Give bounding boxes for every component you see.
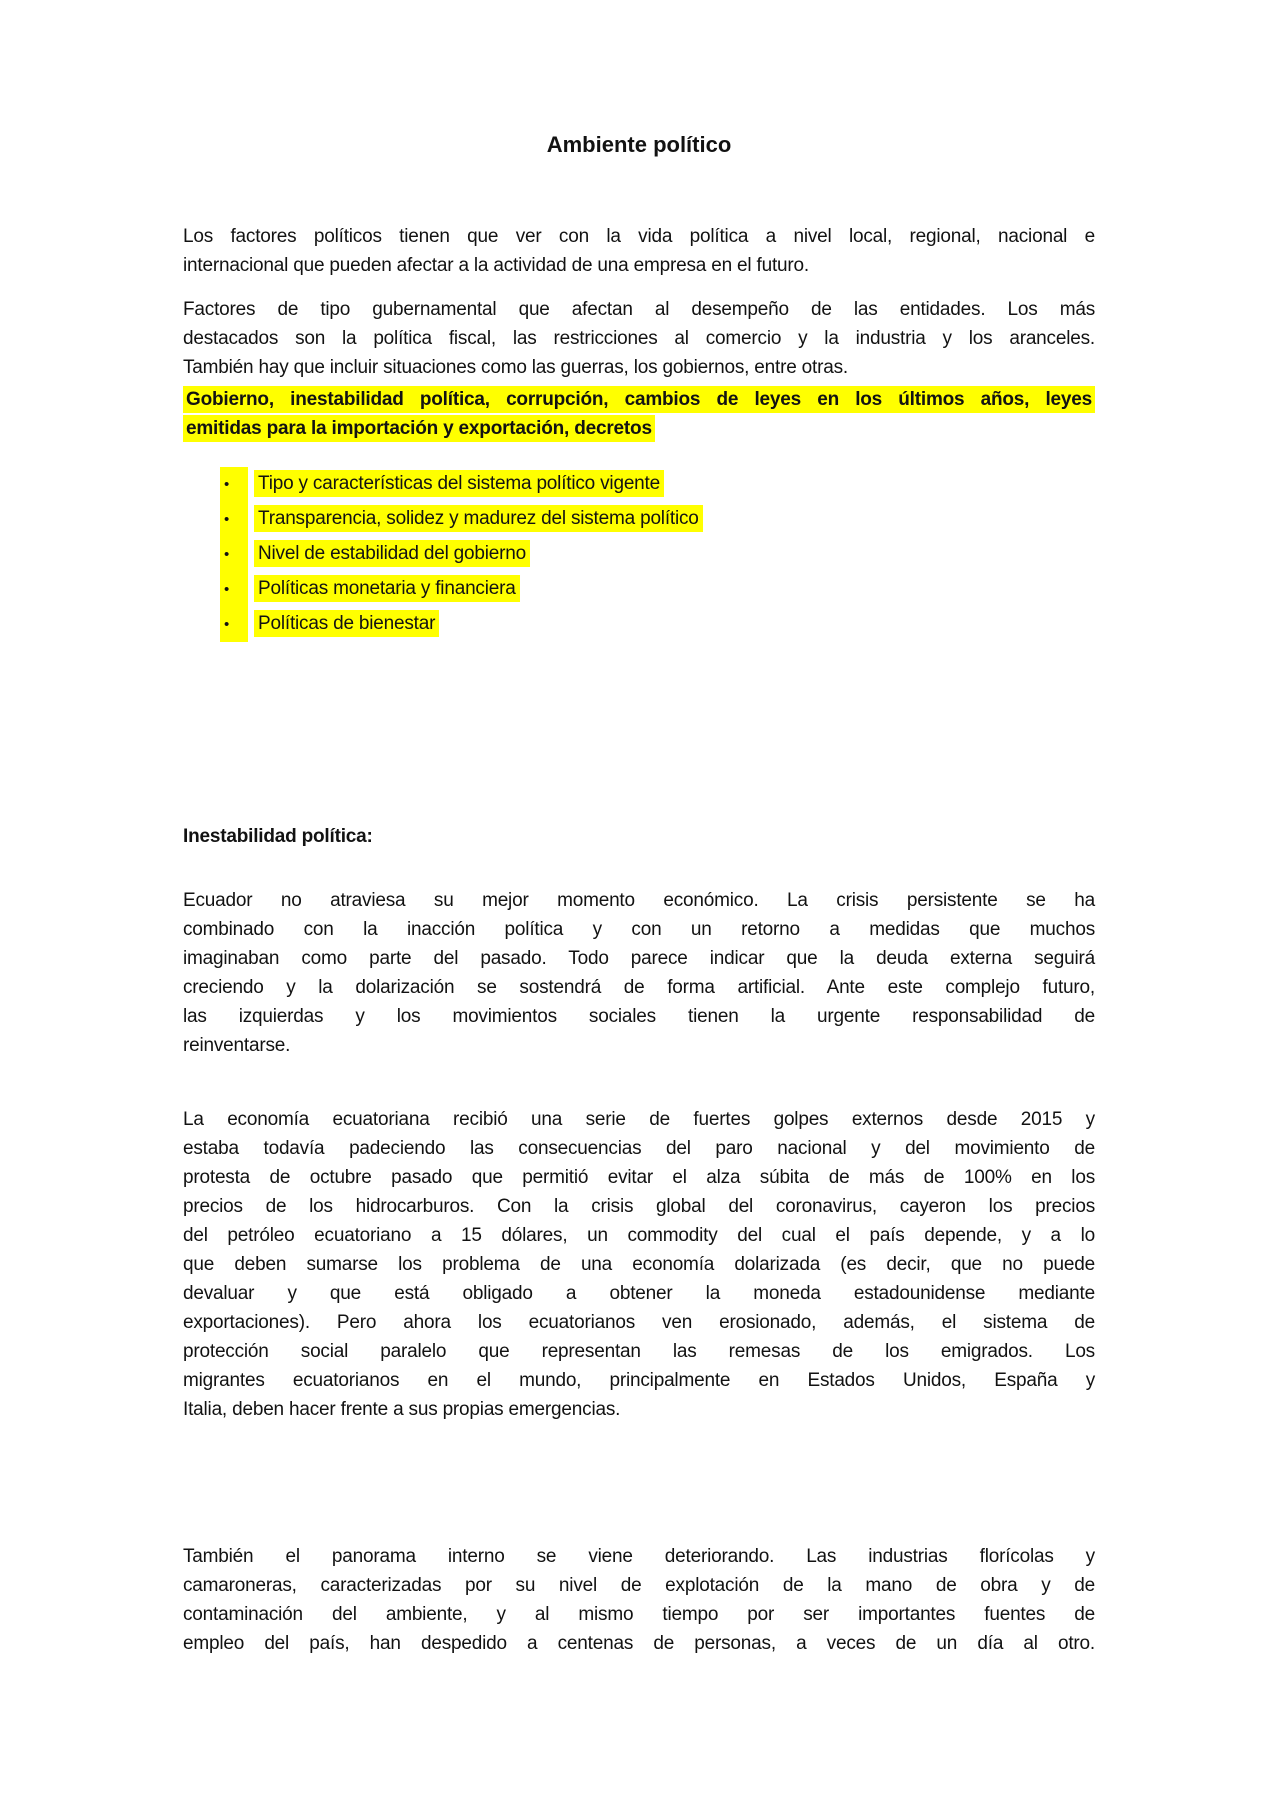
section-heading: Inestabilidad política: [183,826,373,847]
bullet-item [183,607,1095,642]
bullet-icon: • [220,537,248,572]
bullet-icon: • [220,467,248,502]
text-line: que deben sumarse los problema de una economía dolarizada (es decir, que no puede [183,1254,1095,1275]
text-line [183,385,1095,414]
bullet-item-text: Políticas de bienestar [254,610,439,637]
bullet-item [183,537,1095,572]
text-line: protección social paralelo que representan las remesas de los emigrados. Los [183,1341,1095,1362]
text-line: internacional que pueden afectar a la actividad de una empresa en el futuro. [183,255,809,276]
bullet-item [183,572,1095,607]
text-line [183,414,1095,443]
bullet-icon: • [220,572,248,607]
text-line: Italia, deben hacer frente a sus propias emergencias. [183,1399,621,1420]
text-line: También el panorama interno se viene deteriorando. Las industrias florícolas y [183,1546,1095,1567]
paragraph [183,222,1095,280]
highlighted-text: emitidas para la importación y exportación, decretos [183,415,655,442]
bullet-icon: • [220,502,248,537]
text-line: contaminación del ambiente, y al mismo tiempo por ser importantes fuentes de [183,1604,1095,1625]
text-line: destacados son la política fiscal, las restricciones al comercio y la industria y los aranceles. [183,328,1095,349]
bullet-item-text: Tipo y características del sistema político vigente [254,470,664,497]
bullet-item [183,502,1095,537]
bullet-item-text: Políticas monetaria y financiera [254,575,520,602]
text-line: reinventarse. [183,1035,291,1056]
text-line: combinado con la inacción política y con un retorno a medidas que muchos [183,919,1095,940]
text-line: empleo del país, han despedido a centenas de personas, a veces de un día al otro. [183,1633,1095,1654]
text-line: Los factores políticos tienen que ver con la vida política a nivel local, regional, nacional e [183,226,1095,247]
bullet-icon: • [220,607,248,642]
highlighted-bullet-list [183,467,1095,642]
paragraph [183,1105,1095,1424]
text-line: exportaciones). Pero ahora los ecuatorianos ven erosionado, además, el sistema de [183,1312,1095,1333]
text-line: También hay que incluir situaciones como las guerras, los gobiernos, entre otras. [183,357,848,378]
highlighted-text: Gobierno, inestabilidad política, corrupción, cambios de leyes en los últimos años, leyes [183,386,1095,413]
bullet-item-text: Transparencia, solidez y madurez del sistema político [254,505,703,532]
text-line: devaluar y que está obligado a obtener la moneda estadounidense mediante [183,1283,1095,1304]
text-line: Ecuador no atraviesa su mejor momento económico. La crisis persistente se ha [183,890,1095,911]
text-line: del petróleo ecuatoriano a 15 dólares, un commodity del cual el país depende, y a lo [183,1225,1095,1246]
text-line: camaroneras, caracterizadas por su nivel de explotación de la mano de obra y de [183,1575,1095,1596]
text-line: creciendo y la dolarización se sostendrá de forma artificial. Ante este complejo futuro, [183,977,1095,998]
paragraph [183,886,1095,1060]
document-body [183,222,1095,1658]
text-line: estaba todavía padeciendo las consecuencias del paro nacional y del movimiento de [183,1138,1095,1159]
text-line: las izquierdas y los movimientos sociales tienen la urgente responsabilidad de [183,1006,1095,1027]
text-line: Factores de tipo gubernamental que afectan al desempeño de las entidades. Los más [183,299,1095,320]
highlighted-paragraph [183,385,1095,443]
text-line: precios de los hidrocarburos. Con la crisis global del coronavirus, cayeron los precios [183,1196,1095,1217]
bullet-item-text: Nivel de estabilidad del gobierno [254,540,530,567]
paragraph [183,295,1095,382]
text-line: migrantes ecuatorianos en el mundo, principalmente en Estados Unidos, España y [183,1370,1095,1391]
text-line: protesta de octubre pasado que permitió evitar el alza súbita de más de 100% en los [183,1167,1095,1188]
bullet-item [183,467,1095,502]
text-line: imaginaban como parte del pasado. Todo parece indicar que la deuda externa seguirá [183,948,1095,969]
text-line: La economía ecuatoriana recibió una serie de fuertes golpes externos desde 2015 y [183,1109,1095,1130]
document-title: Ambiente político [546,132,732,157]
paragraph [183,1542,1095,1658]
